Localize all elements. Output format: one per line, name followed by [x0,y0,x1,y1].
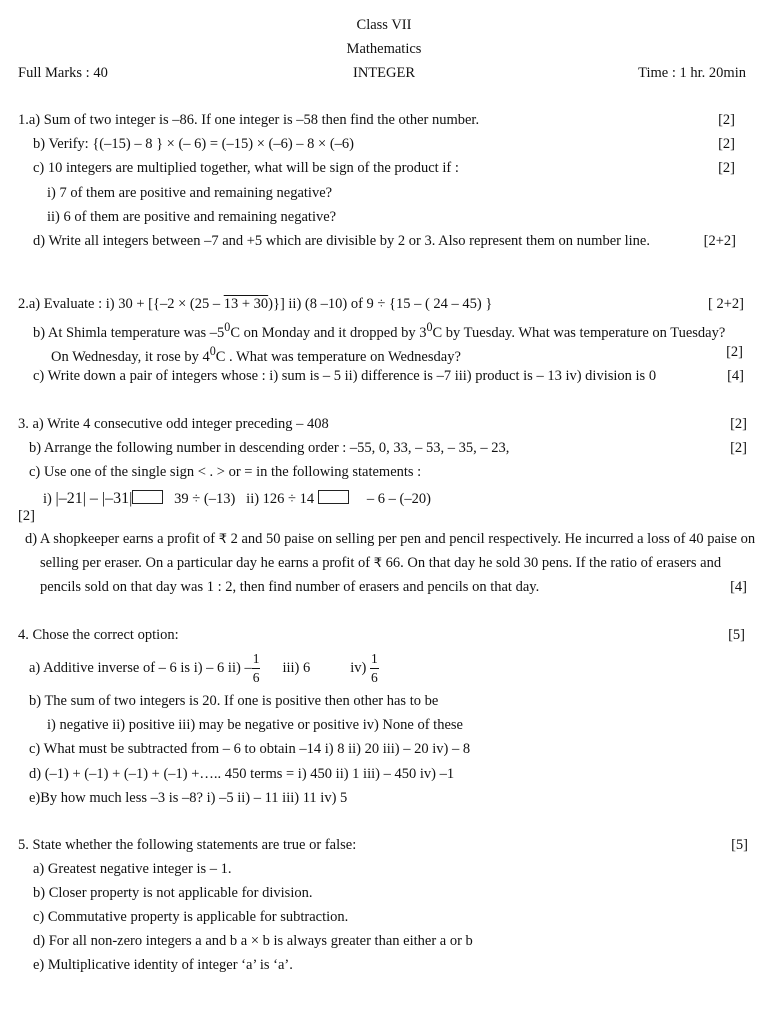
q3c-text: c) Use one of the single sign < . > or = in the following statements : [29,464,422,480]
q3a-text: 3. a) Write 4 consecutive odd integer preceding – 408 [18,416,329,432]
q1c-ii-text: ii) 6 of them are positive and remaining negative? [47,209,337,225]
q3a-marks: [2] [730,416,747,432]
q3d-line1: d) A shopkeeper earns a profit of ₹ 2 and 50 paise on selling per pen and pencil respectively. He incurred a loss of 40 paise on [25,531,756,547]
q3d-line3: pencils sold on that day was 1 : 2, then find number of erasers and pencils on that day. [40,579,540,595]
q2c-text: c) Write down a pair of integers whose : i) sum is – 5 ii) difference is –7 iii) product is – 13 iv) division is 0 [33,368,657,384]
q3c-marks: [2] [18,508,35,524]
q4-marks: [5] [728,627,745,643]
rupee-icon: ₹ [373,556,383,571]
q4-title: 4. Chose the correct option: [18,627,179,643]
q1d-text: d) Write all integers between –7 and +5 which are divisible by 2 or 3. Also represent them on number line. [33,233,650,249]
q5b-text: b) Closer property is not applicable for division. [33,885,313,901]
q4e-text: e)By how much less –3 is –8? i) –5 ii) – 11 iii) 11 iv) 5 [29,790,348,806]
q1a-marks: [2] [718,112,735,128]
q5a-text: a) Greatest negative integer is – 1. [33,861,232,877]
q3c-ii-answer-box[interactable] [318,490,349,504]
q5-marks: [5] [731,837,748,853]
full-marks: Full Marks : 40 [18,65,108,81]
q3d-marks: [4] [730,579,747,595]
q4c-text: c) What must be subtracted from – 6 to obtain –14 i) 8 ii) 20 iii) – 20 iv) – 8 [29,741,471,757]
q2c-marks: [4] [727,368,744,384]
q3c-i-expression: |–21| – |–31| [55,490,133,507]
q1d-marks: [2+2] [703,233,736,249]
class-title: Class VII [356,17,412,33]
q4b-options: i) negative ii) positive iii) may be negative or positive iv) None of these [47,717,463,733]
q1b-marks: [2] [718,136,735,152]
q1c-marks: [2] [718,160,735,176]
q3c-statements: i) |–21| – |–31| 39 ÷ (–13) ii) 126 ÷ 14 – 6 – (–20) [43,490,431,507]
q3b-marks: [2] [730,440,747,456]
q2a-text: 2.a) Evaluate : i) 30 + [{–2 × (25 – 13 + 30)}] ii) (8 –10) of 9 ÷ {15 – ( 24 – 45) } [18,296,493,312]
time-allowed: Time : 1 hr. 20min [638,65,746,81]
q2b-marks: [2] [726,344,743,360]
q5c-text: c) Commutative property is applicable for subtraction. [33,909,349,925]
q1a-text: 1.a) Sum of two integer is –86. If one integer is –58 then find the other number. [18,112,480,128]
q5-title: 5. State whether the following statements are true or false: [18,837,357,853]
q4d-text: d) (–1) + (–1) + (–1) + (–1) +….. 450 terms = i) 450 ii) 1 iii) – 450 iv) –1 [29,766,455,782]
q2a-marks: [ 2+2] [708,296,744,312]
q2b-line2: On Wednesday, it rose by $4^0C$ . What was temperature on Wednesday? [51,344,461,365]
q1c-i-text: i) 7 of them are positive and remaining negative? [47,185,333,201]
q4a-row: a) Additive inverse of – 6 is i) – 6 ii) – $\frac{1}{6}$ iii) 6 iv) $\frac{1}{6}$ [29,651,378,685]
q1b-text: b) Verify: {(–15) – 8 } × (– 6) = (–15) × (–6) – 8 × (–6) [33,136,354,152]
q4b-text: b) The sum of two integers is 20. If one is positive then other has to be [29,693,439,709]
q2b-line1: b) At Shimla temperature was $-5^0C$ on Monday and it dropped by $3^0C$ by Tuesday. What was temperature on Tuesday? [33,320,726,341]
fraction-one-sixth: $\frac{1}{6}$ [370,651,378,685]
q1c-text: c) 10 integers are multiplied together, what will be sign of the product if : [33,160,459,176]
q3d-line2: selling per eraser. On a particular day he earns a profit of ₹ 66. On that day he sold 30 pens. If the ratio of erasers and [40,555,722,571]
q2a-overline-term: 13 + 30 [223,296,269,312]
rupee-icon: ₹ [218,532,227,547]
q3b-text: b) Arrange the following number in descending order : ‒55, 0, 33, – 53, – 35, – 23, [29,440,510,456]
q5d-text: d) For all non-zero integers a and b a × b is always greater than either a or b [33,933,473,949]
fraction-one-sixth: $\frac{1}{6}$ [252,651,260,685]
subject-title: Mathematics [346,41,422,57]
q5e-text: e) Multiplicative identity of integer ‘a’ is ‘a’. [33,957,293,973]
q3c-i-answer-box[interactable] [132,490,163,504]
chapter-title: INTEGER [352,65,415,81]
